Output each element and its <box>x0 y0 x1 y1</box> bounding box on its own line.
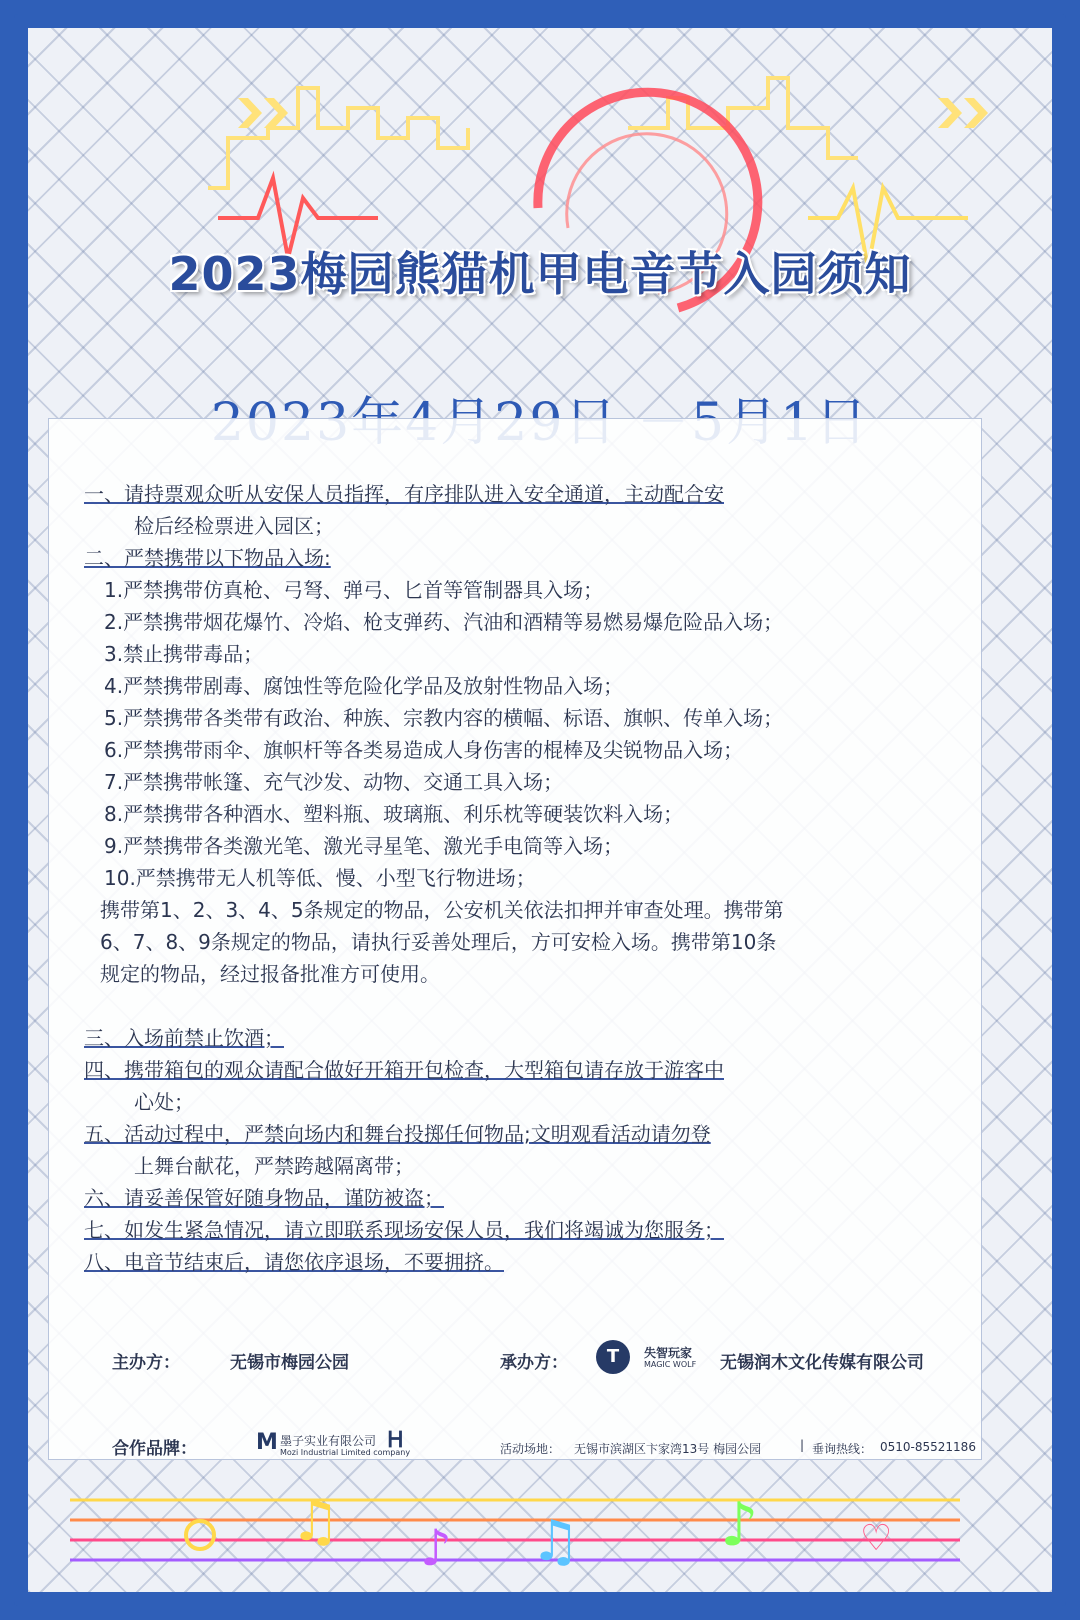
organizer-value: 无锡润木文化传媒有限公司 <box>720 1353 924 1373</box>
rule-line: 六、请妥善保管好随身物品，谨防被盗； <box>84 1186 444 1210</box>
rule-line: 6.严禁携带雨伞、旗帜杆等各类易造成人身伤害的棍棒及尖锐物品入场； <box>104 738 744 762</box>
rule-line: 3.禁止携带毒品； <box>104 642 264 666</box>
mozi-logo-icon: M <box>256 1430 278 1455</box>
divider: | <box>800 1438 805 1452</box>
rule-line: 五、活动过程中，严禁向场内和舞台投掷任何物品;文明观看活动请勿登 <box>84 1122 711 1146</box>
venue-value: 无锡市滨湖区卞家湾13号 梅园公园 <box>574 1442 762 1456</box>
rule-line: 1.严禁携带仿真枪、弓弩、弹弓、匕首等管制器具入场； <box>104 578 604 602</box>
rule-gap <box>84 990 984 1022</box>
partner-label: 合作品牌： <box>112 1439 197 1459</box>
rule-line: 心处； <box>134 1090 194 1114</box>
rule-line: 6、7、8、9条规定的物品，请执行妥善处理后，方可安检入场。携带第10条 <box>100 930 777 954</box>
svg-text:♪: ♪ <box>420 1519 452 1570</box>
rule-line: 8.严禁携带各种酒水、塑料瓶、玻璃瓶、利乐枕等硬装饮料入场； <box>104 802 684 826</box>
hotline-label: 垂询热线： <box>812 1442 873 1456</box>
rule-line: 携带第1、2、3、4、5条规定的物品，公安机关依法扣押并审查处理。携带第 <box>100 898 784 922</box>
organizer-label: 承办方： <box>500 1353 568 1373</box>
svg-text:♫: ♫ <box>530 1509 581 1570</box>
wolf-logo-icon: T <box>596 1340 630 1374</box>
rule-line: 八、电音节结束后，请您依序退场，不要拥挤。 <box>84 1250 504 1274</box>
svg-text:♪: ♪ <box>720 1490 759 1560</box>
organizer-brand-en: MAGIC WOLF <box>644 1360 697 1369</box>
organizer-brand: 失智玩家 <box>644 1346 693 1360</box>
svg-text:♫: ♫ <box>290 1489 341 1554</box>
rule-line: 2.严禁携带烟花爆竹、冷焰、枪支弹药、汽油和酒精等易燃易爆危险品入场； <box>104 610 784 634</box>
partner-value-en: Mozi Industrial Limited company <box>280 1448 411 1457</box>
rule-line: 检后经检票进入园区； <box>134 514 334 538</box>
rule-line: 二、严禁携带以下物品入场: <box>84 546 331 570</box>
rule-line: 上舞台献花，严禁跨越隔离带； <box>134 1154 414 1178</box>
partner-value: 墨子实业有限公司 <box>280 1434 377 1448</box>
rule-line: 一、请持票观众听从安保人员指挥，有序排队进入安全通道，主动配合安 <box>84 482 724 506</box>
rule-line: 三、入场前禁止饮酒； <box>84 1026 284 1050</box>
host-label: 主办方： <box>112 1353 180 1373</box>
rule-line: 规定的物品，经过报备批准方可使用。 <box>100 962 440 986</box>
rule-line: 10.严禁携带无人机等低、慢、小型飞行物进场； <box>104 866 536 890</box>
page-title: 2023梅园熊猫机甲电音节入园须知 <box>168 247 912 301</box>
neon-skyline-decoration <box>208 68 1028 368</box>
rule-line: 5.严禁携带各类带有政治、种族、宗教内容的横幅、标语、旗帜、传单入场； <box>104 706 784 730</box>
svg-text:♡: ♡ <box>860 1518 893 1559</box>
rule-line: 四、携带箱包的观众请配合做好开箱开包检查，大型箱包请存放于游客中 <box>84 1058 724 1082</box>
rules-list <box>84 478 984 1278</box>
venue-label: 活动场地： <box>500 1442 561 1456</box>
hy-logo-icon: Ꮋ <box>388 1428 403 1453</box>
music-notes-decoration <box>70 1480 960 1570</box>
rule-line: 七、如发生紧急情况，请立即联系现场安保人员，我们将竭诚为您服务； <box>84 1218 724 1242</box>
rule-line: 9.严禁携带各类激光笔、激光寻星笔、激光手电筒等入场； <box>104 834 624 858</box>
host-value: 无锡市梅园公园 <box>230 1353 349 1373</box>
rule-line: 7.严禁携带帐篷、充气沙发、动物、交通工具入场； <box>104 770 564 794</box>
hotline-value: 0510-85521186 <box>880 1440 976 1454</box>
rule-line: 4.严禁携带剧毒、腐蚀性等危险化学品及放射性物品入场； <box>104 674 624 698</box>
